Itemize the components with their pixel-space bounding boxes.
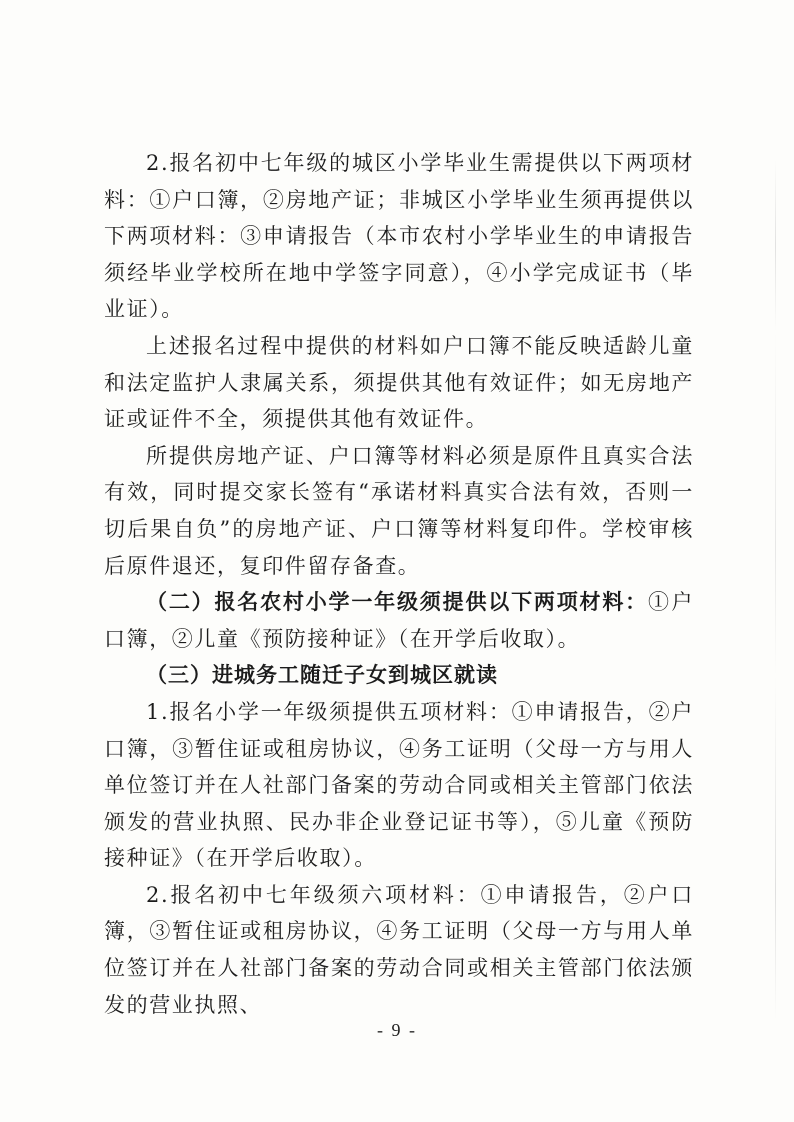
- section-migrant-children: [104, 657, 694, 694]
- paragraph-alternative-documents: [104, 328, 694, 438]
- paragraph-primary-five-materials: [104, 694, 694, 877]
- paragraph-junior-high-materials: [104, 145, 694, 328]
- paragraph-text: 1.报名小学一年级须提供五项材料：①申请报告，②户口簿，③暂住证或租房协议，④务工证明（父母一方与用人单位签订并在人社部门备案的劳动合同或相关主管部门依法颁发的营业执照、民办非企业登记证书等），⑤儿童《预防接种证》（在开学后收取）。: [104, 699, 694, 871]
- page-number: - 9 -: [377, 1020, 417, 1040]
- paragraph-text: 2.报名初中七年级的城区小学毕业生需提供以下两项材料：①户口簿，②房地产证；非城区小学毕业生须再提供以下两项材料：③申请报告（本市农村小学毕业生的申请报告须经毕业学校所在地中学签字同意），④小学完成证书（毕业证）。: [104, 151, 694, 322]
- scan-edge-artifact: [775, 160, 776, 1020]
- section-heading: （三）进城务工随迁子女到城区就读: [146, 663, 498, 688]
- paragraph-junior-six-materials: [104, 877, 694, 1023]
- paragraph-original-documents: [104, 438, 694, 584]
- paragraph-text: ①户口簿，②儿童《预防接种证》（在开学后收取）。: [104, 590, 695, 651]
- paragraph-text: 2.报名初中七年级须六项材料：①申请报告，②户口簿，③暂住证或租房协议，④务工证明（父母一方与用人单位签订并在人社部门备案的劳动合同或相关主管部门依法颁发的营业执照、: [104, 882, 694, 1017]
- paragraph-text: 上述报名过程中提供的材料如户口簿不能反映适龄儿童和法定监护人隶属关系，须提供其他有效证件；如无房地产证或证件不全，须提供其他有效证件。: [104, 333, 694, 432]
- paragraph-text: 所提供房地产证、户口簿等材料必须是原件且真实合法有效，同时提交家长签有“承诺材料真实合法有效，否则一切后果自负”的房地产证、户口簿等材料复印件。学校审核后原件退还，复印件留存备查。: [104, 443, 694, 578]
- section-heading: （二）报名农村小学一年级须提供以下两项材料：: [146, 590, 648, 615]
- section-rural-primary: [104, 584, 694, 657]
